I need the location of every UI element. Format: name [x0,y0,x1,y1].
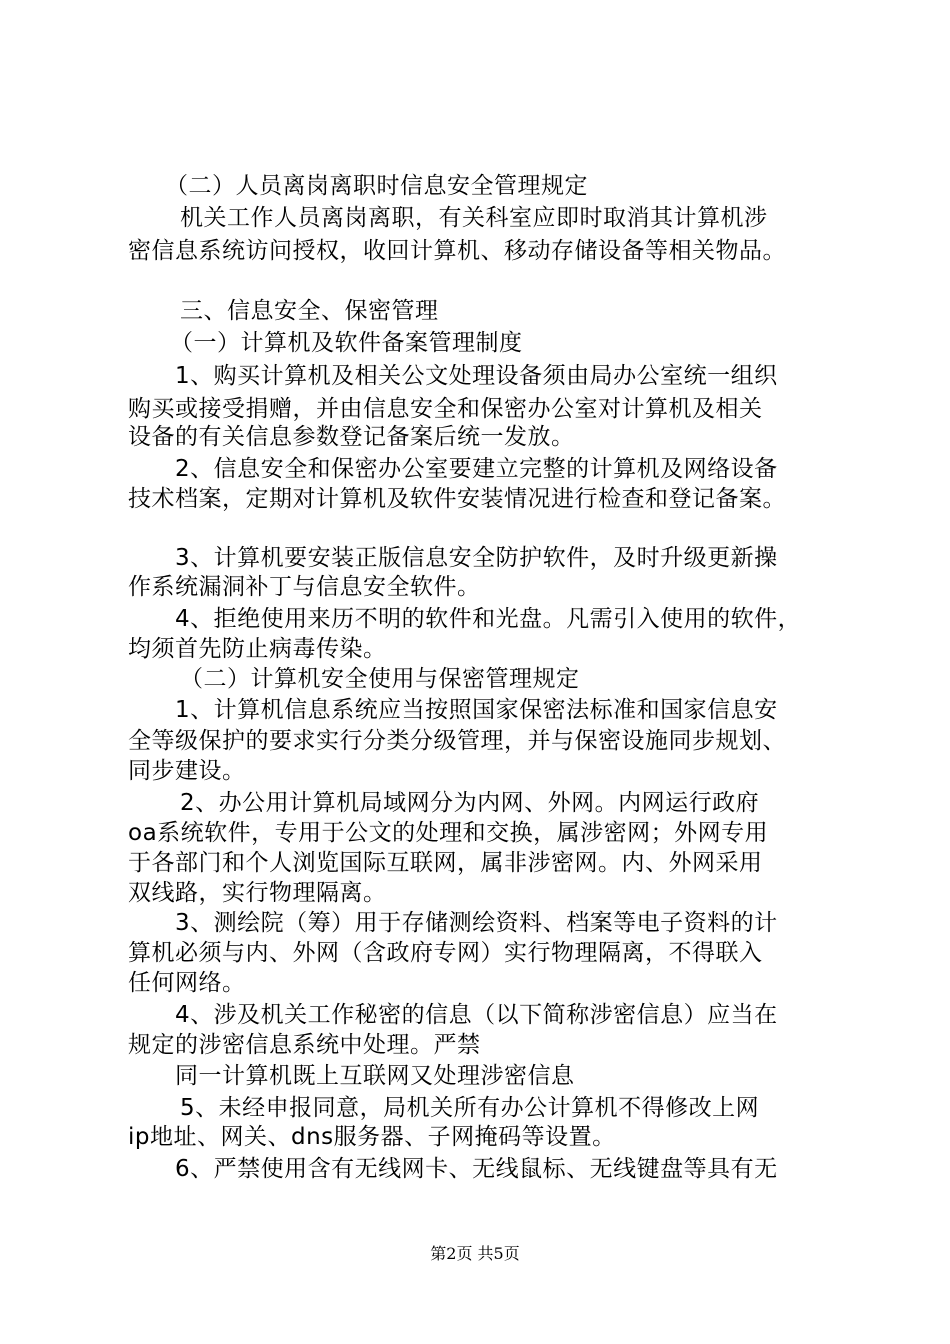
paragraph-line: 2、办公用计算机局域网分为内网、外网。内网运行政府 [180,790,760,816]
paragraph-line: 作系统漏洞补丁与信息安全软件。 [128,574,481,600]
paragraph-line: 4、涉及机关工作秘密的信息（以下简称涉密信息）应当在 [175,1002,778,1028]
paragraph-line: 1、购买计算机及相关公文处理设备须由局办公室统一组织 [175,363,778,389]
paragraph-line: 双线路，实行物理隔离。 [128,880,387,906]
paragraph-line: 均须首先防止病毒传染。 [128,636,387,662]
section-heading: 三、信息安全、保密管理 [180,298,439,324]
paragraph-line: 同步建设。 [128,758,246,784]
paragraph-line: 3、计算机要安装正版信息安全防护软件，及时升级更新操 [175,545,778,571]
paragraph-line: 3、测绘院（筹）用于存储测绘资料、档案等电子资料的计 [175,910,778,936]
section-heading: （二）计算机安全使用与保密管理规定 [180,666,580,692]
paragraph-line: 6、严禁使用含有无线网卡、无线鼠标、无线键盘等具有无 [175,1156,778,1182]
section-heading: （一）计算机及软件备案管理制度 [170,330,523,356]
paragraph-line: 5、未经申报同意，局机关所有办公计算机不得修改上网 [180,1095,760,1121]
page-number-footer: 第2页 共5页 [430,1244,520,1263]
paragraph-line: oa系统软件，专用于公文的处理和交换，属涉密网；外网专用 [128,820,769,846]
paragraph-line: 1、计算机信息系统应当按照国家保密法标准和国家信息安 [175,697,778,723]
paragraph-line: 设备的有关信息参数登记备案后统一发放。 [128,424,575,450]
paragraph-line: 规定的涉密信息系统中处理。严禁 [128,1032,481,1058]
paragraph-line: 4、拒绝使用来历不明的软件和光盘。凡需引入使用的软件， [175,606,802,632]
paragraph-line: 任何网络。 [128,970,246,996]
paragraph-line: 购买或接受捐赠，并由信息安全和保密办公室对计算机及相关 [128,396,763,422]
paragraph-line: 机关工作人员离岗离职，有关科室应即时取消其计算机涉 [180,205,768,231]
paragraph-line: 于各部门和个人浏览国际互联网，属非涉密网。内、外网采用 [128,850,763,876]
section-heading: （二）人员离岗离职时信息安全管理规定 [165,173,588,199]
paragraph-line: 全等级保护的要求实行分类分级管理，并与保密设施同步规划、 [128,728,786,754]
paragraph-line: 同一计算机既上互联网又处理涉密信息 [175,1063,575,1089]
paragraph-line: 技术档案，定期对计算机及软件安装情况进行检查和登记备案。 [128,486,786,512]
paragraph-line: 2、信息安全和保密办公室要建立完整的计算机及网络设备 [175,456,778,482]
paragraph-line: 算机必须与内、外网（含政府专网）实行物理隔离，不得联入 [128,940,763,966]
paragraph-line: 密信息系统访问授权，收回计算机、移动存储设备等相关物品。 [128,238,786,264]
paragraph-line: ip地址、网关、dns服务器、子网掩码等设置。 [128,1124,616,1150]
